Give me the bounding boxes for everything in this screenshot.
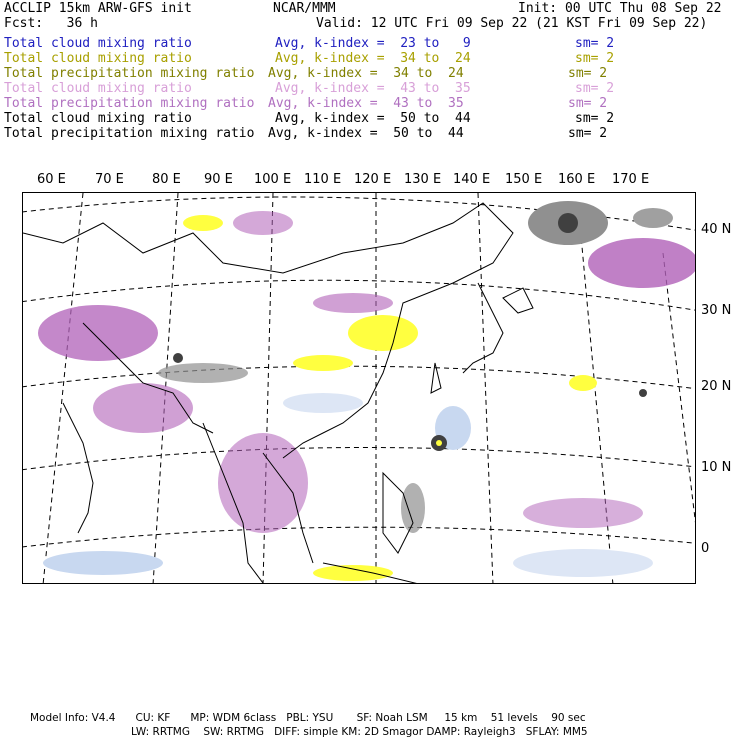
- legend-field: Total cloud mixing ratio: [4, 36, 192, 51]
- lat-label: 20 N: [701, 379, 732, 394]
- forecast-map: [22, 192, 696, 584]
- lat-label: 10 N: [701, 460, 732, 475]
- legend-avg: Avg, k-index = 43 to 35: [275, 81, 471, 96]
- precip-area: [218, 433, 308, 533]
- high-cloud-area: [633, 208, 673, 228]
- lon-label: 80 E: [152, 172, 181, 187]
- lon-label: 70 E: [95, 172, 124, 187]
- cloud-fields: [38, 201, 696, 581]
- organization-label: NCAR/MMM: [273, 1, 336, 16]
- precip-area: [38, 305, 158, 361]
- lat-label: 30 N: [701, 303, 732, 318]
- legend-sm: sm= 2: [575, 51, 615, 66]
- legend-sm: sm= 2: [575, 36, 615, 51]
- legend-avg: Avg, k-index = 34 to 24: [275, 51, 471, 66]
- lon-label: 120 E: [354, 172, 392, 187]
- legend-sm: sm= 2: [568, 126, 608, 141]
- forecast-hour: Fcst: 36 h: [4, 16, 98, 31]
- legend-field: Total cloud mixing ratio: [4, 51, 192, 66]
- lon-label: 110 E: [304, 172, 342, 187]
- low-cloud-area: [513, 549, 653, 577]
- coastline: [63, 403, 93, 533]
- high-cloud-area: [401, 483, 425, 533]
- storm-eye: [436, 440, 442, 446]
- precip-area: [93, 383, 193, 433]
- lon-label: 160 E: [558, 172, 596, 187]
- mid-cloud-area: [313, 565, 393, 581]
- lon-label: 60 E: [37, 172, 66, 187]
- legend-field: Total cloud mixing ratio: [4, 111, 192, 126]
- lon-label: 90 E: [204, 172, 233, 187]
- valid-time: Valid: 12 UTC Fri 09 Sep 22 (21 KST Fri 09 Sep 22): [316, 16, 708, 31]
- model-info: Model Info: V4.4 CU: KF MP: WDM 6class PBL: YSU SF: Noah LSM 15 km 51 levels 90 sec: [30, 712, 586, 724]
- mid-cloud-area: [183, 215, 223, 231]
- precip-area: [588, 238, 696, 288]
- legend-avg: Avg, k-index = 23 to 9: [275, 36, 471, 51]
- legend-sm: sm= 2: [568, 66, 608, 81]
- model-physics: LW: RRTMG SW: RRTMG DIFF: simple KM: 2D Smagor DAMP: Rayleigh3 SFLAY: MM5: [131, 726, 588, 738]
- low-cloud-area: [43, 551, 163, 575]
- mid-cloud-area: [348, 315, 418, 351]
- legend-field: Total cloud mixing ratio: [4, 81, 192, 96]
- lon-label: 150 E: [505, 172, 543, 187]
- map-canvas: [23, 193, 696, 584]
- legend-field: Total precipitation mixing ratio: [4, 66, 255, 81]
- legend-field: Total precipitation mixing ratio: [4, 126, 255, 141]
- plot-title: ACCLIP 15km ARW-GFS init: [4, 1, 192, 16]
- grid-line: [478, 193, 493, 584]
- lon-label: 140 E: [453, 172, 491, 187]
- lon-label: 130 E: [404, 172, 442, 187]
- mid-cloud-area: [293, 355, 353, 371]
- legend-field: Total precipitation mixing ratio: [4, 96, 255, 111]
- lon-label: 100 E: [254, 172, 292, 187]
- grid-line: [663, 253, 696, 584]
- legend-sm: sm= 2: [575, 111, 615, 126]
- low-cloud-area: [283, 393, 363, 413]
- grid-line: [23, 447, 696, 471]
- legend-avg: Avg, k-index = 50 to 44: [268, 126, 464, 141]
- legend-avg: Avg, k-index = 34 to 24: [268, 66, 464, 81]
- mid-cloud-area: [569, 375, 597, 391]
- precip-area: [313, 293, 393, 313]
- precip-area: [233, 211, 293, 235]
- lat-label: 40 N: [701, 222, 732, 237]
- lat-label: 0: [701, 541, 710, 556]
- init-time: Init: 00 UTC Thu 08 Sep 22: [518, 1, 722, 16]
- legend-avg: Avg, k-index = 50 to 44: [275, 111, 471, 126]
- storm-core: [558, 213, 578, 233]
- storm-core: [173, 353, 183, 363]
- precip-area: [523, 498, 643, 528]
- high-cloud-area: [158, 363, 248, 383]
- legend-sm: sm= 2: [575, 81, 615, 96]
- latitude-grid: [23, 197, 696, 548]
- storm-core: [639, 389, 647, 397]
- coastline: [503, 288, 533, 313]
- legend-sm: sm= 2: [568, 96, 608, 111]
- grid-line: [43, 193, 83, 584]
- grid-line: [23, 527, 696, 548]
- lon-label: 170 E: [612, 172, 650, 187]
- legend-avg: Avg, k-index = 43 to 35: [268, 96, 464, 111]
